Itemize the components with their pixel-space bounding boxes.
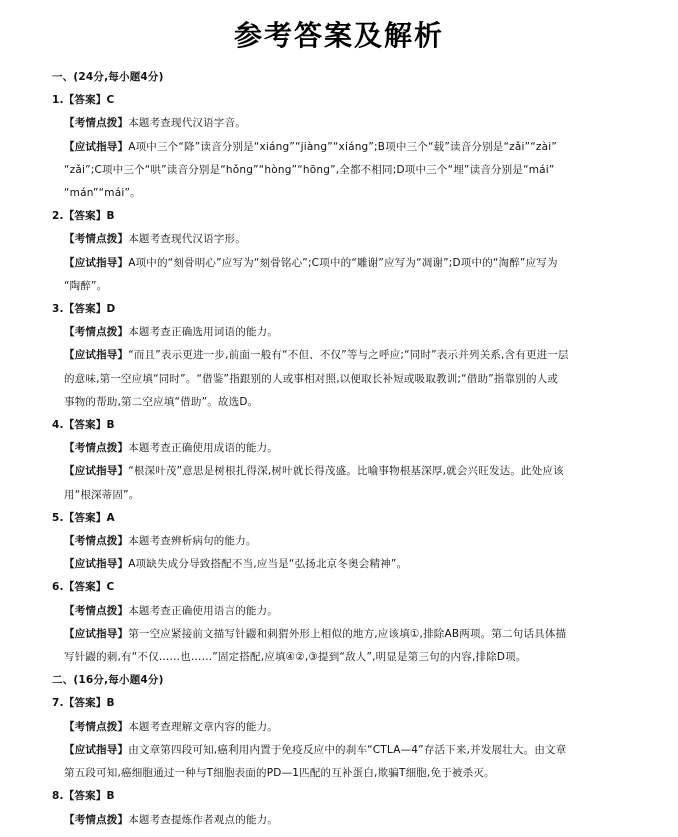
explanation-line xyxy=(52,112,632,135)
explanation-text: A项缺失成分导致搭配不当,应当是“弘扬北京冬奥会精神”。 xyxy=(128,558,408,571)
explanation-continuation xyxy=(52,182,632,205)
explanation-tag: 【应试指导】 xyxy=(64,627,129,640)
explanation-line xyxy=(52,600,632,623)
explanation-tag: 【考情点拨】 xyxy=(64,720,129,733)
explanation-tag: 【考情点拨】 xyxy=(64,813,129,826)
explanation-text: 用“根深蒂固”。 xyxy=(64,488,140,501)
explanation-tag: 【考情点拨】 xyxy=(64,326,129,339)
explanation-text: 本题考查辨析病句的能力。 xyxy=(128,535,257,548)
answer-line: 3.【答案】D xyxy=(52,303,116,316)
explanation-line xyxy=(52,252,632,275)
explanation-text: A项中三个“降”读音分别是“xiáng”“jiàng”“xiáng”;B项中三个“载”读音分别是“zǎi”“zài” xyxy=(128,140,557,153)
explanation-text: 第一空应紧接前文描写针鼹和刺猬外形上相似的地方,应该填①,排除AB两项。第二句话具体描 xyxy=(128,627,567,640)
explanation-line xyxy=(52,716,632,739)
answer-line: 2.【答案】B xyxy=(52,210,115,223)
explanation-continuation xyxy=(52,275,632,298)
explanation-text: 第五段可知,癌细胞通过一种与T细胞表面的PD—1匹配的互补蛋白,欺骗T细胞,免于被杀灭。 xyxy=(64,767,495,780)
explanation-tag: 【考情点拨】 xyxy=(64,604,129,617)
explanation-line xyxy=(52,136,632,159)
answer-line: 1.【答案】C xyxy=(52,94,115,107)
explanation-tag: 【考情点拨】 xyxy=(64,117,129,130)
explanation-tag: 【应试指导】 xyxy=(64,349,129,362)
answer-line: 4.【答案】B xyxy=(52,419,115,432)
explanation-text: 写针鼹的刺,有“不仅……也……”固定搭配,应填④②,③提到“敌人”,明显是第三句的内容,排除D项。 xyxy=(64,651,527,664)
explanation-text: “而且”表示更进一步,前面一般有“不但、不仅”等与之呼应;“同时”表示并列关系,含有更进一层 xyxy=(128,349,569,362)
explanation-line xyxy=(52,739,632,762)
explanation-text: 本题考查正确使用成语的能力。 xyxy=(128,442,279,455)
explanation-continuation xyxy=(52,762,632,785)
explanation-text: “根深叶茂”意思是树根扎得深,树叶就长得茂盛。比喻事物根基深厚,就会兴旺发达。此处应该 xyxy=(128,465,564,478)
explanation-continuation xyxy=(52,484,632,507)
explanation-text: 事物的帮助,第二空应填“借助”。故选D。 xyxy=(64,395,259,408)
explanation-line xyxy=(52,530,632,553)
explanation-text: A项中的“刻骨明心”应写为“刻骨铭心”;C项中的“雕谢”应写为“凋谢”;D项中的“淘醉”应写为 xyxy=(128,256,558,269)
explanation-text: 的意味,第一空应填“同时”。“借鉴”指跟别的人或事相对照,以便取长补短或吸取教训;“借助”指靠别的人或 xyxy=(64,372,559,385)
explanation-continuation xyxy=(52,391,632,414)
explanation-continuation xyxy=(52,368,632,391)
explanation-line xyxy=(52,321,632,344)
explanation-text: 本题考查正确使用语言的能力。 xyxy=(128,604,279,617)
explanation-text: 本题考查现代汉语字形。 xyxy=(128,233,246,246)
explanation-line xyxy=(52,623,632,646)
explanation-line xyxy=(52,228,632,251)
section-heading: 二、(16分,每小题4分) xyxy=(52,674,164,687)
answer-line: 6.【答案】C xyxy=(52,581,115,594)
explanation-text: 本题考查现代汉语字音。 xyxy=(128,117,246,130)
explanation-tag: 【应试指导】 xyxy=(64,558,129,571)
explanation-tag: 【考情点拨】 xyxy=(64,233,129,246)
explanation-tag: 【应试指导】 xyxy=(64,465,129,478)
explanation-text: 本题考查理解文章内容的能力。 xyxy=(128,720,279,733)
explanation-line xyxy=(52,460,632,483)
answer-line: 5.【答案】A xyxy=(52,511,115,524)
answer-line: 7.【答案】B xyxy=(52,697,115,710)
page-title: 参考答案及解析 xyxy=(233,19,444,52)
answer-content xyxy=(52,66,632,832)
explanation-text: 本题考查正确选用词语的能力。 xyxy=(128,326,279,339)
answer-line: 8.【答案】B xyxy=(52,790,115,803)
explanation-tag: 【考情点拨】 xyxy=(64,535,129,548)
explanation-continuation xyxy=(52,159,632,182)
section-heading: 一、(24分,每小题4分) xyxy=(52,71,164,83)
explanation-text: “mán”“mái”。 xyxy=(64,187,141,200)
explanation-tag: 【考情点拨】 xyxy=(64,442,129,455)
explanation-tag: 【应试指导】 xyxy=(64,256,129,269)
explanation-text: 本题考查提炼作者观点的能力。 xyxy=(128,813,279,826)
explanation-text: 由文章第四段可知,癌利用内置于免疫反应中的刹车“CTLA—4”存活下来,并发展壮大。由文章 xyxy=(128,743,567,756)
explanation-tag: 【应试指导】 xyxy=(64,743,129,756)
explanation-text: “zǎi”;C项中三个“哄”读音分别是“hǒng”“hòng”“hōng”,全都不相同;D项中三个“埋”读音分别是“mái” xyxy=(64,163,555,176)
explanation-continuation xyxy=(52,646,632,669)
explanation-line xyxy=(52,809,632,832)
explanation-line xyxy=(52,344,632,367)
explanation-line xyxy=(52,553,632,576)
explanation-tag: 【应试指导】 xyxy=(64,140,129,153)
explanation-line xyxy=(52,437,632,460)
explanation-text: “陶醉”。 xyxy=(64,279,108,292)
